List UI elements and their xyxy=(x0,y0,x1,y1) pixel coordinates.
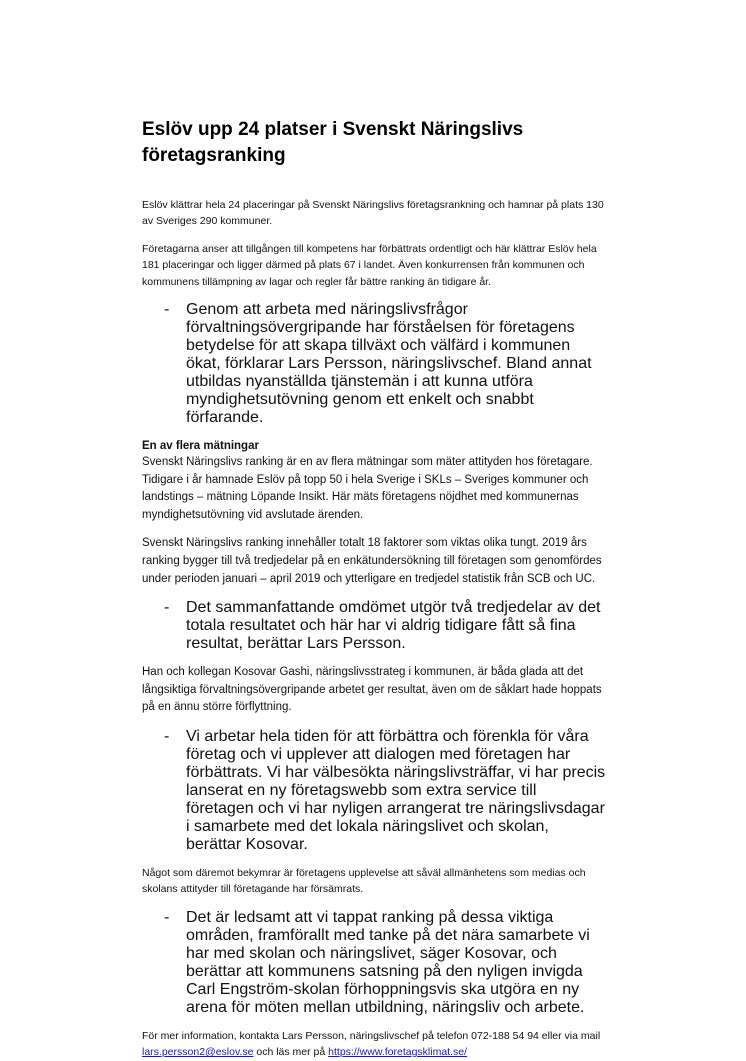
article-title: Eslöv upp 24 platser i Svenskt Näringslivs företagsranking xyxy=(142,119,524,166)
quote-kosovar-1 xyxy=(142,728,608,854)
email-link[interactable]: lars.persson2@eslov.se xyxy=(142,1046,254,1059)
quote-text: Vi arbetar hela tiden för att förbättra och förenkla för våra företag och vi upplever att dialogen med företagen har förbättrats. Vi har välbesökta näringslivsträffar, vi har precis lanserat en ny företagswebb som extra service till företagen och vi har nyligen arrangerat tre näringslivsdagar i samarbete med det lokala näringslivet och skolan, berättar Kosovar. xyxy=(186,727,606,853)
subheading: En av flera mätningar xyxy=(142,440,259,453)
paragraph-competence: Företagarna anser att tillgången till kompetens har förbättrats ordentligt och här klättrar Eslöv hela 181 placeringar och ligger därmed på plats 67 i landet. Även konkurrensen från kommunen och kommunens tillämpning av lagar och regler får bättre ranking än tidigare år. xyxy=(142,242,597,288)
article-body xyxy=(142,197,608,1061)
quote-lars-1 xyxy=(142,301,608,427)
paragraph-measurements: Svenskt Näringslivs ranking är en av flera mätningar som mäter attityden hos företagare. Tidigare i år hamnade Eslöv på topp 50 i hela Sverige i SKLs – Sveriges kommuner och landstings – mätning Löpande Insikt. Här mäts företagens nöjdhet med kommunernas myndighetsutövning vid avslutade ärenden. xyxy=(142,456,593,521)
quote-text: Det är ledsamt att vi tappat ranking på dessa viktiga områden, framförallt med tanke på det nära samarbete vi har med skolan och näringslivet, säger Kosovar, och berättar att kommunens satsning på den nyligen invigda Carl Engström-skolan förhoppningsvis ska utgöra en ny arena för möten mellan utbildning, näringsliv och arbete. xyxy=(186,908,590,1016)
website-link[interactable]: https://www.foretagsklimat.se/ xyxy=(328,1046,468,1059)
quote-text: Det sammanfattande omdömet utgör två tredjedelar av det totala resultatet och här har vi aldrig tidigare fått så fina resultat, berättar Lars Persson. xyxy=(186,599,601,653)
paragraph-factors: Svenskt Näringslivs ranking innehåller totalt 18 faktorer som viktas olika tungt. 2019 års ranking bygger till två tredjedelar på en enkätundersökning till företagen som genomfördes under perioden januari – april 2019 och ytterligare en tredjedel statistik från SCB och UC. xyxy=(142,537,602,585)
quote-text: Genom att arbeta med näringslivsfrågor förvaltningsövergripande har förståelsen för företagens betydelse för att skapa tillväxt och välfärd i kommunen ökat, förklarar Lars Persson, näringslivschef. Bland annat utbildas nyanställda tjänstemän i att kunna utföra myndighetsutövning genom ett enkelt och snabbt förfarande. xyxy=(186,301,592,427)
paragraph-concern: Något som däremot bekymrar är företagens upplevelse att såväl allmänhetens som medias och skolans attityder till företagande har försämrats. xyxy=(142,866,586,896)
quote-lars-2 xyxy=(142,599,608,653)
contact-text: För mer information, kontakta Lars Persson, näringslivschef på telefon 072-188 54 94 eller via mail xyxy=(142,1029,601,1042)
quote-kosovar-2 xyxy=(142,909,608,1017)
dash-bullet: - xyxy=(164,727,170,745)
paragraph-colleague: Han och kollegan Kosovar Gashi, näringslivsstrateg i kommunen, är båda glada att det långsiktiga förvaltningsövergripande arbetet ger resultat, även om de såklart hade hoppats på en ännu större förflyttning. xyxy=(142,666,602,714)
paragraph-intro: Eslöv klättrar hela 24 placeringar på Svenskt Näringslivs företagsrankning och hamnar på plats 130 av Sveriges 290 kommuner. xyxy=(142,199,604,228)
contact-text-2: och läs mer på xyxy=(253,1046,329,1059)
dash-bullet: - xyxy=(164,301,170,319)
dash-bullet: - xyxy=(164,908,170,926)
dash-bullet: - xyxy=(164,599,170,617)
